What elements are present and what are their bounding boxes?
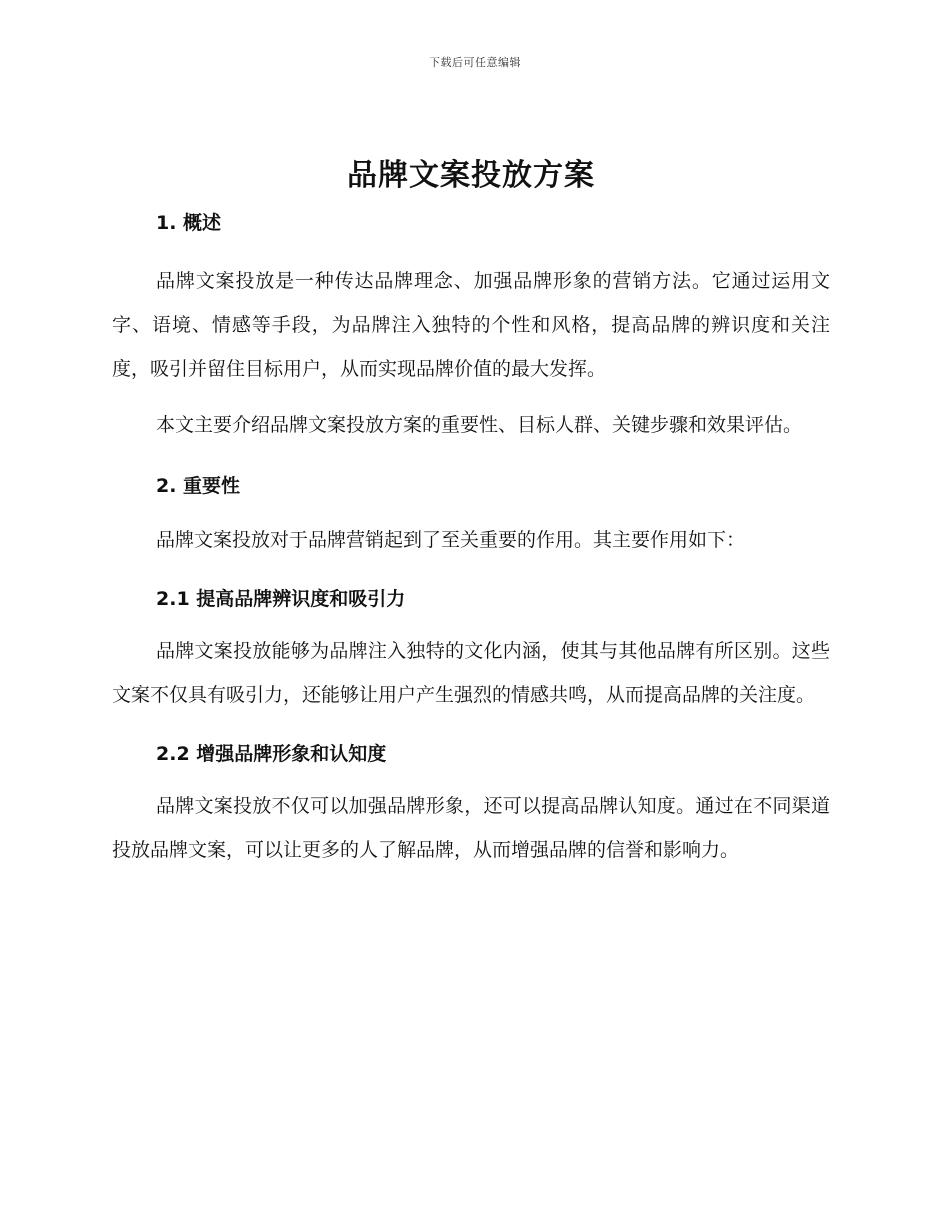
- subsection-paragraph-2-2: 品牌文案投放不仅可以加强品牌形象，还可以提高品牌认知度。通过在不同渠道投放品牌文案，可以让更多的人了解品牌，从而增强品牌的信誉和影响力。: [112, 795, 830, 861]
- subsection-heading-2-1: 2.1 提高品牌辨识度和吸引力: [156, 588, 406, 610]
- subsection-paragraph-2-1: 品牌文案投放能够为品牌注入独特的文化内涵，使其与其他品牌有所区别。这些文案不仅具有吸引力，还能够让用户产生强烈的情感共鸣，从而提高品牌的关注度。: [112, 640, 830, 706]
- header-note: 下载后可任意编辑: [429, 56, 521, 69]
- subsection-heading-2-2: 2.2 增强品牌形象和认知度: [156, 743, 387, 765]
- section-heading-overview: 1. 概述: [156, 212, 222, 234]
- document-title: 品牌文案投放方案: [347, 158, 595, 193]
- section-heading-importance: 2. 重要性: [156, 475, 241, 497]
- importance-intro: 品牌文案投放对于品牌营销起到了至关重要的作用。其主要作用如下：: [156, 529, 746, 551]
- overview-paragraph-1: 品牌文案投放是一种传达品牌理念、加强品牌形象的营销方法。它通过运用文字、语境、情感等手段，为品牌注入独特的个性和风格，提高品牌的辨识度和关注度，吸引并留住目标用户，从而实现品牌价值的最大发挥。: [112, 270, 830, 380]
- document-body: [112, 150, 830, 872]
- overview-paragraph-2: 本文主要介绍品牌文案投放方案的重要性、目标人群、关键步骤和效果评估。: [156, 414, 803, 436]
